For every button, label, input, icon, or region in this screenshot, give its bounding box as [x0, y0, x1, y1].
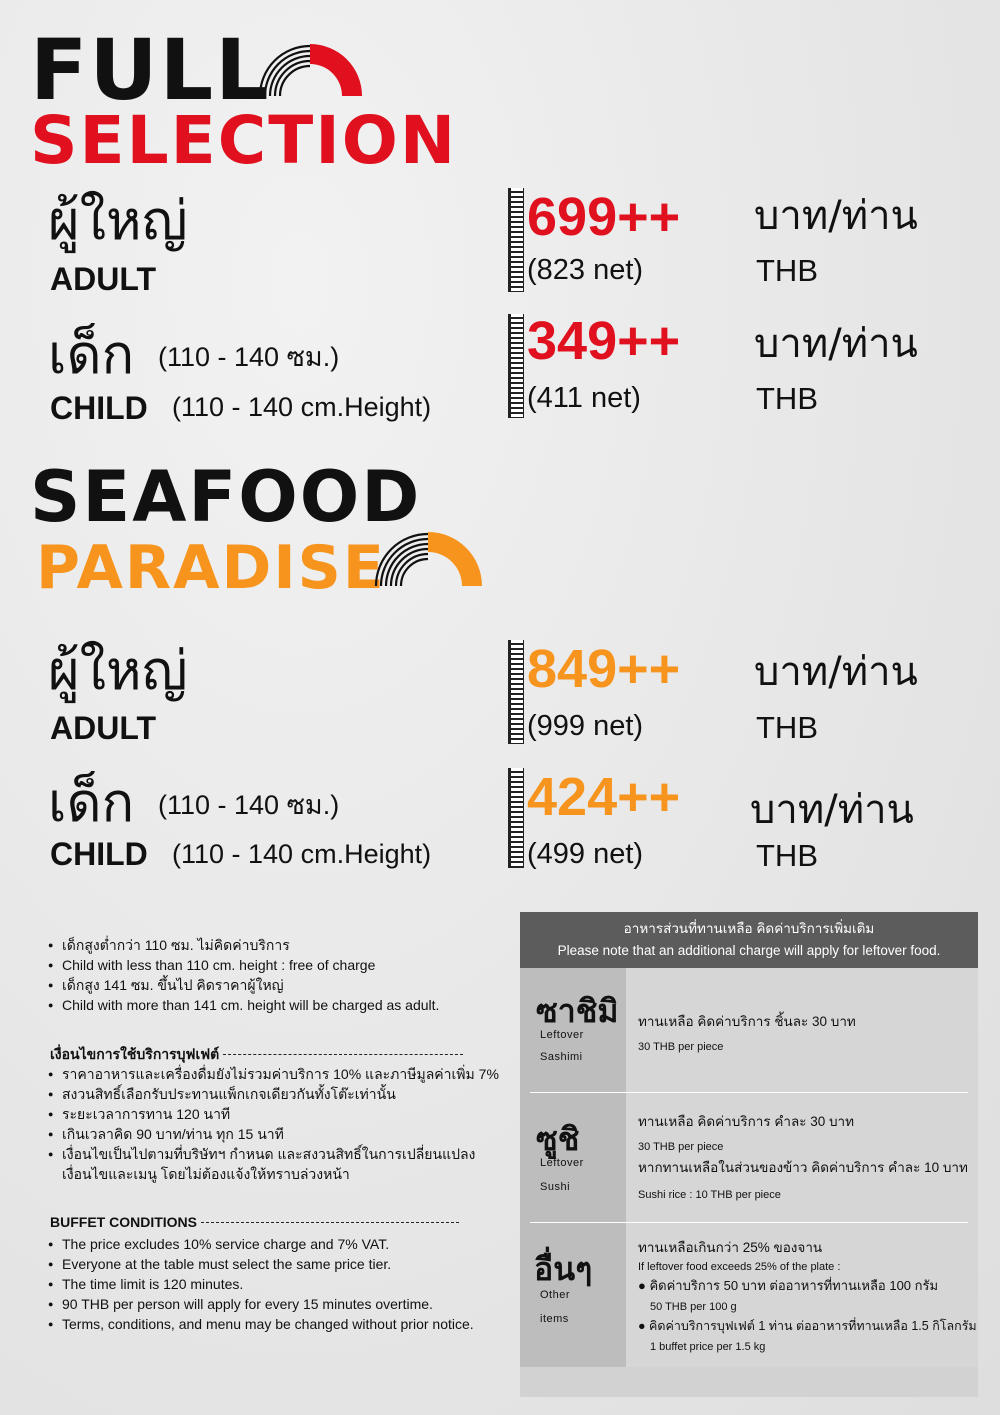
leftover-header [520, 912, 978, 968]
conditions-th-heading [50, 1044, 510, 1066]
child-th-label: เด็ก [48, 771, 135, 834]
row-label-cell [520, 968, 626, 1092]
row-name-en-1: Leftover [540, 1157, 584, 1169]
seafood-child-net: (499 net) [527, 838, 644, 870]
full-title: FULL [30, 21, 271, 119]
row-line-bullet: ● คิดค่าบริการ 50 บาท ต่ออาหารที่ทานเหลือ 100 กรัม [638, 1278, 939, 1293]
conditions-th-title: เงื่อนไขการใช้บริการบุฟเฟต์ [50, 1046, 220, 1062]
row-line: ทานเหลือ คิดค่าบริการ ชิ้นละ 30 บาท [638, 1014, 856, 1029]
divider-pattern [508, 640, 524, 744]
seafood-title: SEAFOOD [30, 456, 422, 538]
adult-th-label: ผู้ใหญ่ [48, 189, 188, 252]
row-detail-cell [626, 1092, 978, 1222]
leftover-row-others [520, 1222, 978, 1367]
seafood-adult-price: 849++ [527, 639, 681, 699]
list-item: ● ระยะเวลาการทาน 120 นาที [48, 1104, 508, 1124]
list-item: ● เกินเวลาคิด 90 บาท/ท่าน ทุก 15 นาที [48, 1124, 508, 1144]
divider-pattern [508, 768, 524, 868]
leftover-header-th: อาหารส่วนที่ทานเหลือ คิดค่าบริการเพิ่มเติม [623, 921, 875, 936]
conditions-en-title: BUFFET CONDITIONS [50, 1214, 197, 1230]
row-name-en-2: Sushi [540, 1181, 571, 1193]
row-name-en-2: items [540, 1313, 569, 1325]
full-adult-price: 699++ [527, 187, 681, 247]
row-detail-cell [626, 968, 978, 1092]
row-line: 50 THB per 100 g [650, 1301, 737, 1313]
divider-pattern [508, 188, 524, 292]
child-en-label: CHILD [50, 836, 148, 872]
row-name-th: ซูชิ [536, 1120, 580, 1158]
child-th-range: (110 - 140 ซม.) [158, 342, 340, 372]
adult-en-label: ADULT [50, 710, 157, 746]
dashed-rule [223, 1054, 463, 1055]
conditions-en-heading [50, 1214, 510, 1232]
row-name-th: ซาชิมิ [536, 992, 619, 1030]
row-divider [530, 1092, 968, 1093]
unit-en-label: THB [756, 381, 818, 416]
row-line: คิดค่าบริการ 50 บาท ต่ออาหารที่ทานเหลือ 100 กรัม [649, 1278, 939, 1293]
divider-pattern [508, 314, 524, 418]
row-line: If leftover food exceeds 25% of the plate : [638, 1261, 841, 1273]
list-item: ● Everyone at the table must select the same price tier. [48, 1254, 518, 1274]
row-line: 30 THB per piece [638, 1141, 724, 1153]
row-line: ทานเหลือ คิดค่าบริการ คำละ 30 บาท [638, 1114, 855, 1129]
row-line: 1 buffet price per 1.5 kg [650, 1341, 766, 1353]
adult-en-label: ADULT [50, 261, 157, 297]
selection-title: SELECTION [30, 102, 458, 179]
conditions-en-list [48, 1234, 518, 1334]
unit-en-label: THB [756, 838, 818, 873]
list-item: ● Terms, conditions, and menu may be changed without prior notice. [48, 1314, 518, 1334]
full-child-net: (411 net) [527, 382, 641, 414]
child-th-range: (110 - 140 ซม.) [158, 790, 340, 820]
unit-en-label: THB [756, 710, 818, 745]
child-en-label: CHILD [50, 390, 148, 426]
list-item: ● เด็กสูงต่ำกว่า 110 ซม. ไม่คิดค่าบริการ [48, 935, 513, 955]
row-line: หากทานเหลือในส่วนของข้าว คิดค่าบริการ คำละ 10 บาท [638, 1160, 968, 1175]
row-name-en-1: Other [540, 1289, 571, 1301]
list-item: ● 90 THB per person will apply for every 15 minutes overtime. [48, 1294, 518, 1314]
noodle-arc-icon [254, 36, 366, 98]
list-item: ● เด็กสูง 141 ซม. ขึ้นไป คิดราคาผู้ใหญ่ [48, 975, 513, 995]
leftover-row-sushi [520, 1092, 978, 1222]
leftover-row-sashimi [520, 968, 978, 1092]
row-line: คิดค่าบริการบุฟเฟต์ 1 ท่าน ต่ออาหารที่ทานเหลือ 1.5 กิโลกรัม [649, 1319, 977, 1333]
child-notes-list [48, 935, 513, 1015]
conditions-th-list [48, 1064, 508, 1184]
row-label-cell [520, 1222, 626, 1367]
row-name-en-1: Leftover [540, 1029, 584, 1041]
list-item: ● The time limit is 120 minutes. [48, 1274, 518, 1294]
row-line: 30 THB per piece [638, 1041, 724, 1053]
row-line: Sushi rice : 10 THB per piece [638, 1189, 781, 1201]
list-item: ● Child with more than 141 cm. height will be charged as adult. [48, 995, 513, 1015]
child-en-range: (110 - 140 cm.Height) [172, 839, 432, 869]
leftover-panel [520, 912, 978, 1397]
full-child-price: 349++ [527, 311, 681, 371]
unit-th-label: บาท/ท่าน [754, 649, 918, 695]
unit-th-label: บาท/ท่าน [754, 321, 918, 367]
row-line: ทานเหลือเกินกว่า 25% ของจาน [638, 1240, 823, 1255]
child-th-label: เด็ก [48, 323, 135, 386]
list-item: ● เงื่อนไขเป็นไปตามที่บริษัทฯ กำหนด และสงวนสิทธิ์ในการเปลี่ยนแปลง เงื่อนไขและเมนู โดยไม่ต้องแจ้งให้ทราบล่วงหน้า [48, 1144, 508, 1184]
list-item: ● ราคาอาหารและเครื่องดื่มยังไม่รวมค่าบริการ 10% และภาษีมูลค่าเพิ่ม 7% [48, 1064, 508, 1084]
unit-en-label: THB [756, 253, 818, 288]
dashed-rule [201, 1222, 459, 1223]
row-label-cell [520, 1092, 626, 1222]
seafood-child-price: 424++ [527, 767, 681, 827]
unit-th-label: บาท/ท่าน [750, 787, 914, 833]
row-divider [530, 1222, 968, 1223]
child-en-range: (110 - 140 cm.Height) [172, 392, 432, 422]
full-adult-net: (823 net) [527, 254, 644, 286]
unit-th-label: บาท/ท่าน [754, 193, 918, 239]
noodle-arc-icon [370, 528, 486, 586]
row-name-th: อื่นๆ [534, 1250, 593, 1288]
row-detail-cell [626, 1222, 978, 1367]
adult-th-label: ผู้ใหญ่ [48, 639, 188, 702]
list-item: ● Child with less than 110 cm. height : free of charge [48, 955, 513, 975]
paradise-title: PARADISE [36, 533, 386, 603]
row-name-en-2: Sashimi [540, 1051, 583, 1063]
seafood-adult-net: (999 net) [527, 710, 644, 742]
list-item: ● สงวนสิทธิ์เลือกรับประทานแพ็กเกจเดียวกันทั้งโต๊ะเท่านั้น [48, 1084, 508, 1104]
list-item: ● The price excludes 10% service charge and 7% VAT. [48, 1234, 518, 1254]
row-line-bullet: ● คิดค่าบริการบุฟเฟต์ 1 ท่าน ต่ออาหารที่ทานเหลือ 1.5 กิโลกรัม [638, 1319, 977, 1333]
leftover-header-en: Please note that an additional charge will apply for leftover food. [557, 943, 941, 958]
